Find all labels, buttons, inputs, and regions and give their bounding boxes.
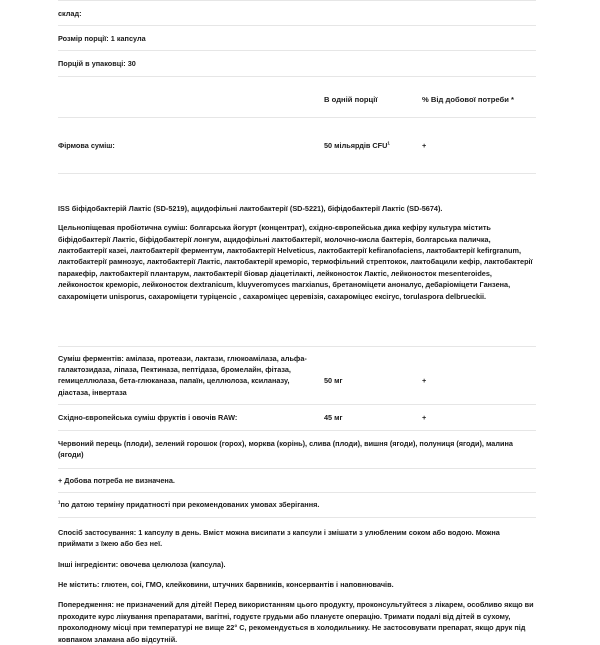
footnote-cfu-body: по датою терміну придатності при рекомендованих умовах зберігання. bbox=[60, 500, 320, 510]
directions-and-warnings-block bbox=[58, 518, 536, 645]
row-supplement-facts-title bbox=[58, 1, 536, 25]
footnote-daily-value-text: + Добова потреба не визначена. bbox=[58, 475, 175, 485]
row-column-headers bbox=[58, 77, 536, 117]
servings-per-container-text: Порцій в упаковці: 30 bbox=[58, 58, 136, 68]
spacer-after-blend-detail bbox=[58, 308, 536, 346]
other-ingredients-text: Інші інгредієнти: овочева целюлоза (капсула). bbox=[58, 559, 226, 569]
row-footnote-cfu bbox=[58, 493, 536, 516]
column-header-daily-value: % Від добової потреби * bbox=[422, 94, 515, 104]
row-footnote-daily-value bbox=[58, 469, 536, 492]
amount-value: 50 мг bbox=[324, 376, 343, 386]
amount-value: 45 мг bbox=[324, 412, 343, 422]
row-name-fruit-veg-blend: Східно-європейська суміш фруктів і овочів RAW: bbox=[58, 412, 238, 422]
blend-detail-block bbox=[58, 196, 536, 308]
table-row bbox=[58, 347, 536, 404]
row-amount-enzyme-blend bbox=[324, 353, 422, 386]
row-name-enzyme-blend: Суміш ферментів: амілаза, протеази, лактази, глюкоамілаза, альфа-галактозидаза, ліпаза, Пектиназа, пептідаза, бромелайн, фітаза, гемицеллюлаза, бета-глюканаза, папаїн, целлюлоза, ксиланазу, діастаза, інвертаза bbox=[58, 354, 307, 397]
row-dv-fruit-veg-blend: + bbox=[422, 412, 427, 422]
amount-value: 50 мільярдів CFU bbox=[324, 140, 388, 150]
column-header-amount: В одній порції bbox=[324, 94, 378, 104]
warning-text: Попередження: не призначений для дітей! Перед використанням цього продукту, проконсультуйтеся з лікарем, особливо якщо ви проходите курс лікування препаратами, вагітні, годуєте грудьми або плануєте операцію. Тримати подалі від дітей в сухому, прохолодному місці при температурі не вище 22° С, рекомендується в холодильнику. Не застосовувати препарат, якщо друк під ковпаком зламана або відсутній. bbox=[58, 600, 534, 644]
supplement-facts-panel bbox=[58, 0, 536, 645]
table-row bbox=[58, 405, 536, 430]
footnote-cfu-text bbox=[58, 499, 319, 510]
row-amount-fruit-veg-blend bbox=[324, 412, 422, 423]
row-servings-per-container bbox=[58, 51, 536, 75]
spacer-before-blend-detail bbox=[58, 174, 536, 196]
row-dv-enzyme-blend: + bbox=[422, 376, 427, 386]
serving-size-text: Розмір порції: 1 капсула bbox=[58, 33, 146, 43]
row-fruit-veg-detail bbox=[58, 431, 536, 468]
free-from-text: Не містить: глютен, соі, ГМО, клейковини, штучних барвників, консервантів і наповнювачів. bbox=[58, 579, 394, 589]
row-name-proprietary-blend: Фірмова суміш: bbox=[58, 140, 115, 150]
footnote-cfu-superscript: 1 bbox=[58, 499, 61, 505]
row-amount-proprietary-blend bbox=[324, 140, 422, 151]
amount-superscript: 1 bbox=[387, 140, 390, 146]
row-dv-proprietary-blend: + bbox=[422, 140, 427, 150]
supplement-facts-title: склад: bbox=[58, 8, 82, 18]
row-serving-size bbox=[58, 26, 536, 50]
fruit-veg-detail-text: Червоний перець (плоди), зелений горошок (горох), морква (корінь), слива (плоди), вишня (ягоди), полуниця (ягоди), малина (ягоди) bbox=[58, 439, 513, 460]
blend-detail-paragraph-strains: ISS біфідобактерій Лактіс (SD-5219), ацидофільні лактобактерії (SD-5221), біфідобактерії Лактіс (SD-5674). bbox=[58, 203, 443, 213]
table-row bbox=[58, 118, 536, 173]
blend-detail-paragraph-wholefood: Цельнопіщевая пробіотична суміш: болгарська йогурт (концентрат), східно-європейська дика кефіру культура містить біфідобактерії Лактіс, біфідобактерії лонгум, ацидофільні лактобактерії, молочно-кисла бактерія, болгарська паличка, лактобактерії казеі, лактобактерії ферментум, лактобактерії Helveticus, лактобактерії kefiranofaciens, лактобактерії kefirgranum, лактобактерії рамнозус, лактобактерії Лактіс, лактобактерії кремoріс, термофільний стрептокок, лактобацили кефір, лактобактерії паракефір, лактобактерії плантарум, лактобактерії біовар діацетілакті, лейконосток Лактіс, лейконосток mesenteroides, лейконосток кремoріс, лейконосток dextranicum, kluyveromyces marxianus, бретаноміцети аноналус, дебаріоміцети Ганзена, сахароміцети unisporus, сахароміцети туріценсіс , сахароміцес церевізія, сахароміцес ексігус, torulaspora delbrueckii. bbox=[58, 223, 533, 301]
directions-text: Спосіб застосування: 1 капсулу в день. Вміст можна висипати з капсули і змішати з улюбленим соком або водою. Можна приймати з їжею або без неї. bbox=[58, 527, 500, 549]
